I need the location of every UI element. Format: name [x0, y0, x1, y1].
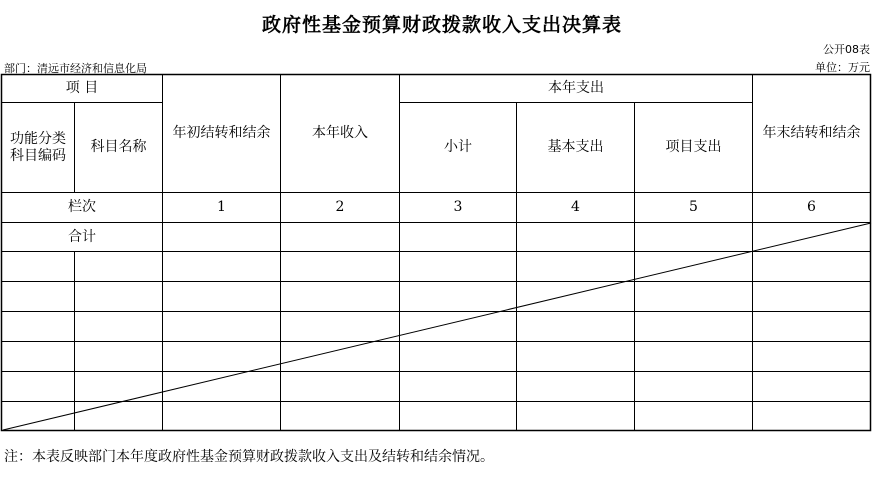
column-number-2: 2	[335, 199, 345, 215]
header-basic-expenditure: 基本支出	[547, 139, 604, 155]
unit-label: 单位：万元	[815, 61, 870, 74]
total-row-label: 合计	[68, 228, 96, 245]
header-income: 本年收入	[312, 125, 368, 141]
column-number-1: 1	[217, 199, 226, 215]
header-project-expenditure: 项目支出	[665, 139, 722, 155]
column-row-label: 栏次	[68, 199, 96, 215]
column-number-5: 5	[689, 199, 698, 215]
header-subtotal: 小计	[444, 139, 472, 155]
header-item: 项 目	[65, 80, 99, 96]
table-title: 政府性基金预算财政拨款收入支出决算表	[261, 14, 622, 36]
header-function-code: 功能分类科目编码	[10, 130, 66, 164]
column-number-4: 4	[571, 199, 580, 215]
department-label: 部门：清远市经济和信息化局	[4, 62, 147, 75]
column-number-3: 3	[453, 199, 463, 215]
header-subject-name: 科目名称	[90, 139, 147, 155]
header-opening-balance: 年初结转和结余	[172, 125, 271, 141]
header-closing-balance: 年末结转和结余	[762, 125, 861, 141]
footnote: 注：本表反映部门本年度政府性基金预算财政拨款收入支出及结转和结余情况。	[4, 449, 494, 465]
header-expenditure: 本年支出	[548, 80, 604, 96]
form-number: 公开08表	[823, 43, 870, 56]
column-number-6: 6	[807, 199, 816, 215]
